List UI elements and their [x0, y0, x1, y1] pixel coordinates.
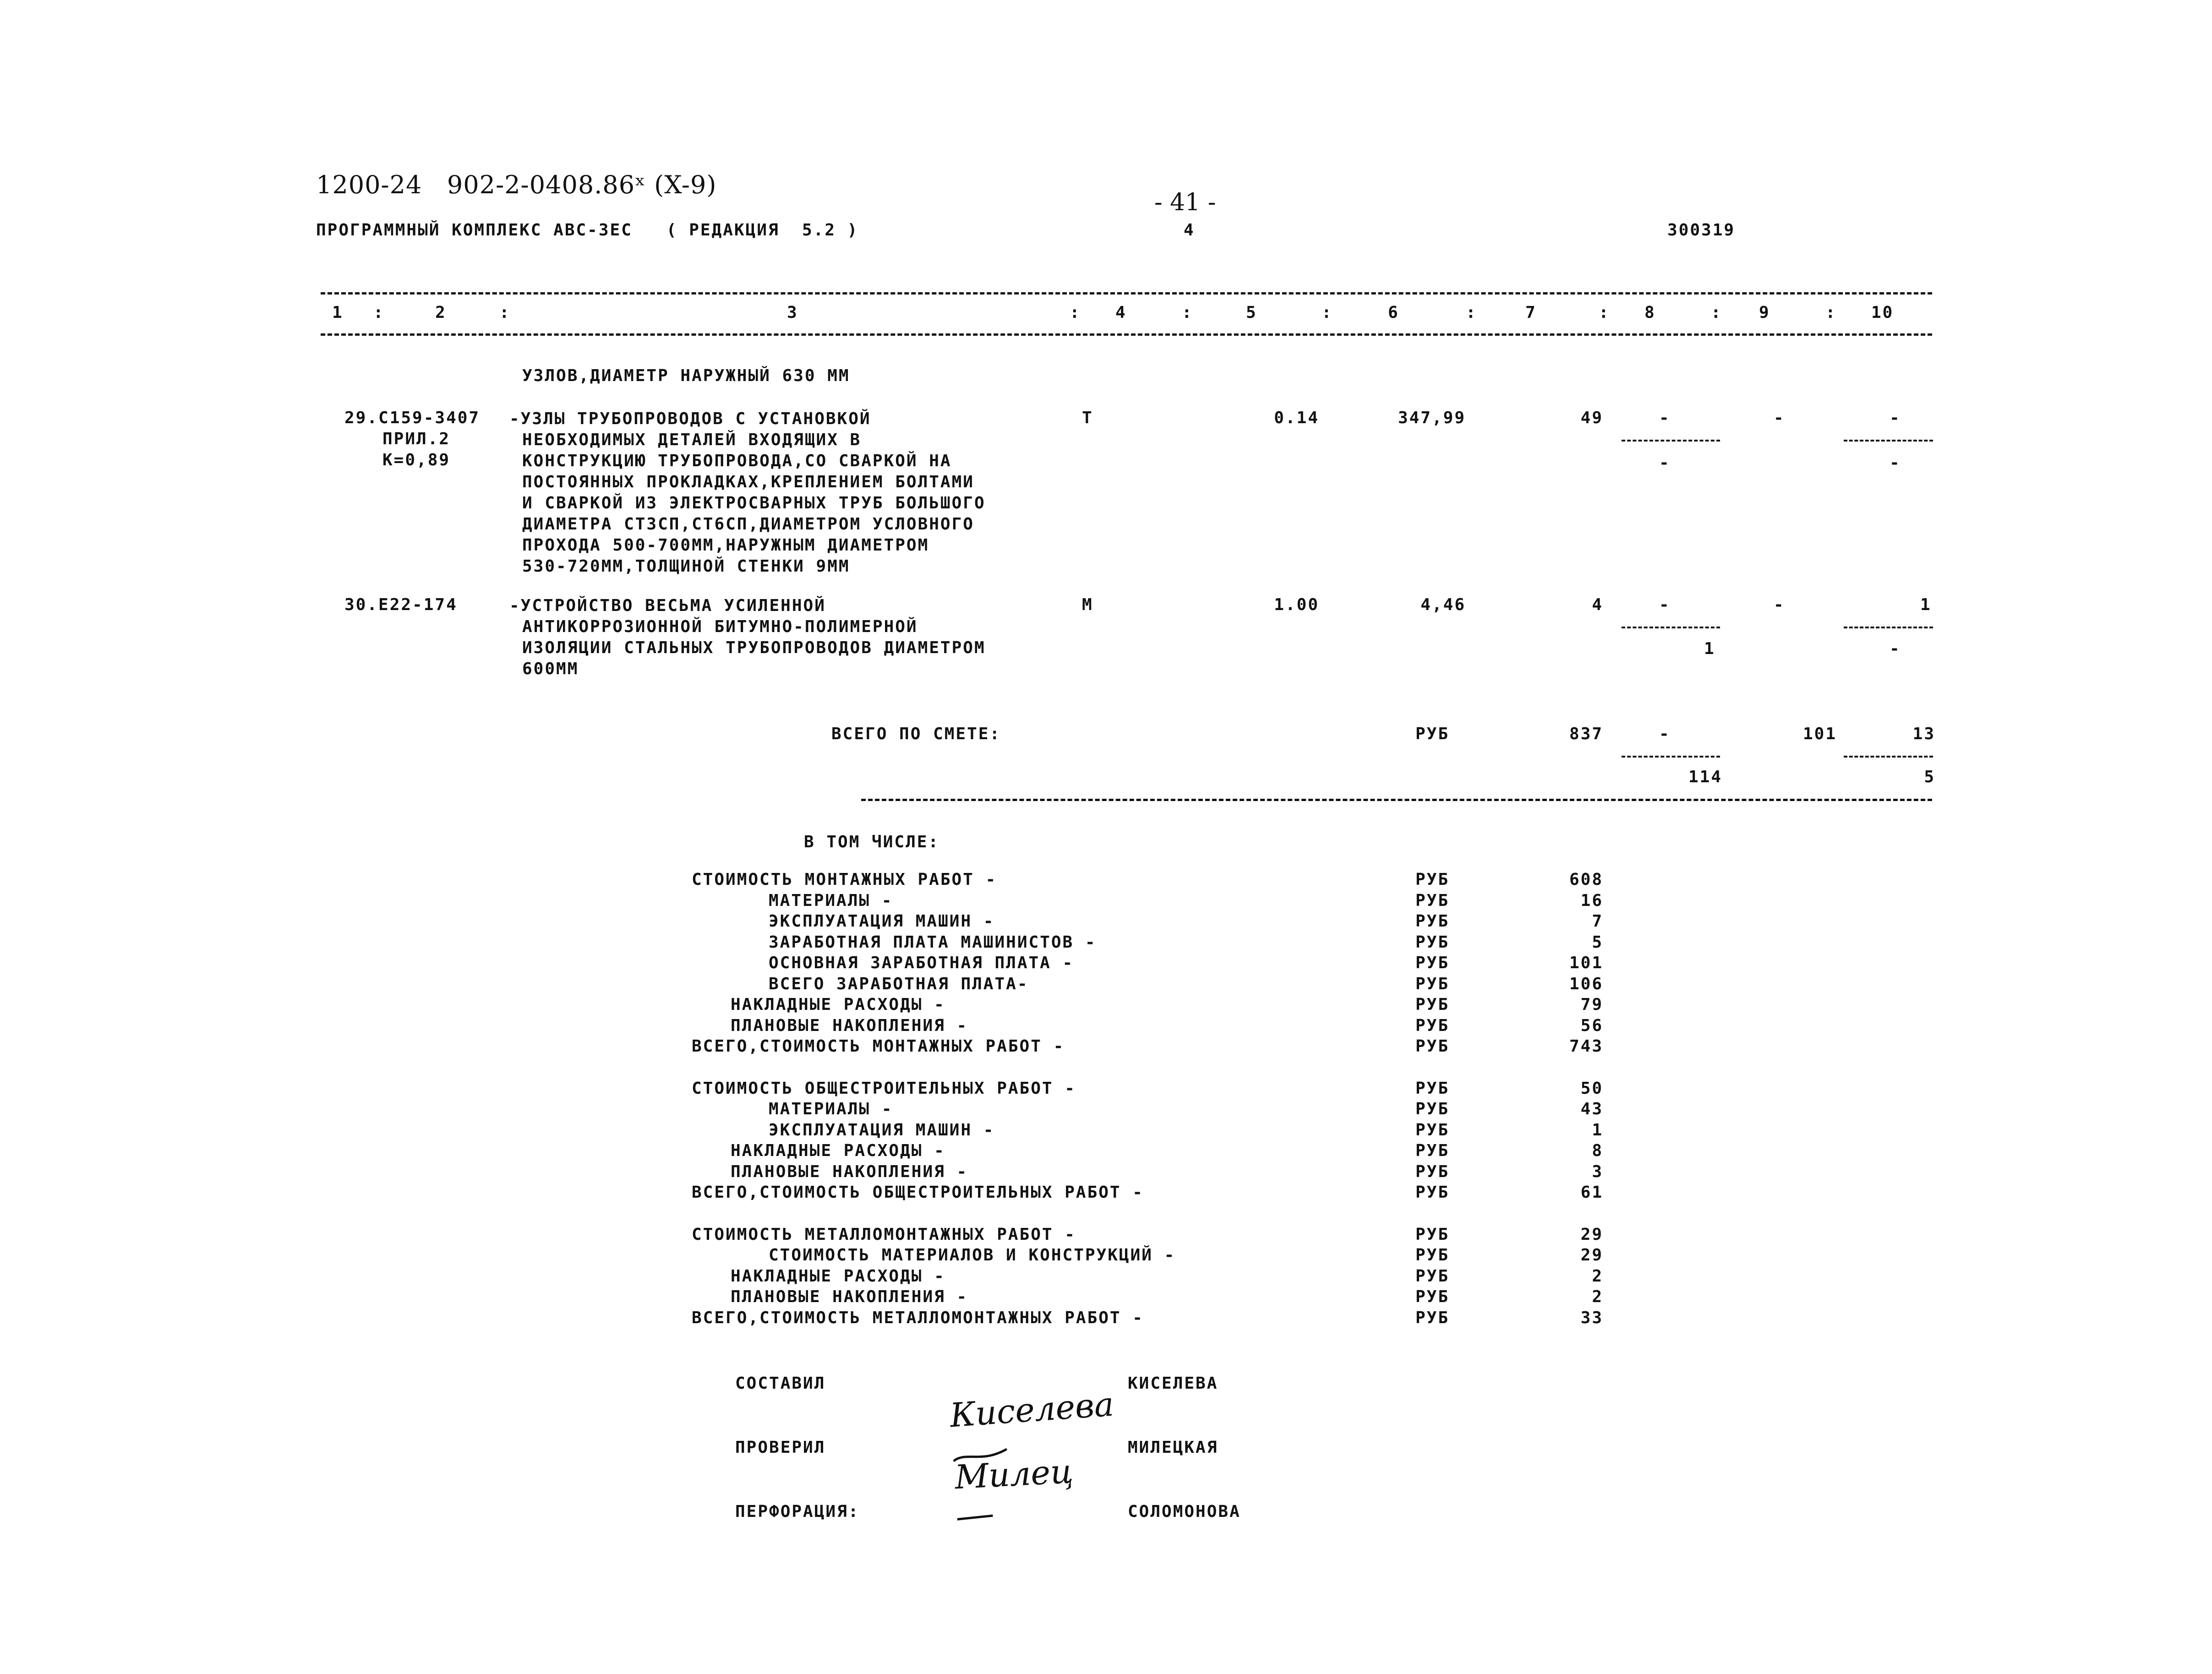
table-top-rule — [321, 292, 1932, 294]
breakdown-value: 1 — [1592, 1120, 1603, 1140]
breakdown-label: ПЛАНОВЫЕ НАКОПЛЕНИЯ - — [731, 1016, 968, 1035]
signature-name: КИСЕЛЕВА — [1128, 1374, 1218, 1393]
row-unit: Т — [1082, 409, 1093, 427]
column-separator: : — [1466, 303, 1477, 322]
row-col8-top: - — [1659, 409, 1671, 427]
row-col10-bottom: - — [1890, 453, 1901, 472]
cell-divider — [1844, 627, 1933, 628]
page-number: - 41 - — [1154, 189, 1216, 216]
section-title: УЗЛОВ,ДИАМЕТР НАРУЖНЫЙ 630 ММ — [522, 366, 850, 385]
breakdown-label: ВСЕГО,СТОИМОСТЬ ОБЩЕСТРОИТЕЛЬНЫХ РАБОТ - — [692, 1183, 1144, 1202]
cell-divider — [1844, 756, 1933, 758]
grand-total-col8-bottom: 114 — [1688, 768, 1722, 786]
breakdown-unit: РУБ — [1415, 974, 1450, 993]
breakdown-label: ВСЕГО,СТОИМОСТЬ МЕТАЛЛОМОНТАЖНЫХ РАБОТ - — [692, 1308, 1144, 1327]
column-separator: : — [1825, 303, 1837, 322]
breakdown-label: МАТЕРИАЛЫ - — [769, 891, 893, 910]
breakdown-label: ЭКСПЛУАТАЦИЯ МАШИН - — [769, 1120, 995, 1140]
breakdown-value: 16 — [1580, 891, 1603, 910]
breakdown-unit: РУБ — [1415, 995, 1450, 1014]
signature-name: СОЛОМОНОВА — [1128, 1502, 1241, 1521]
breakdown-unit: РУБ — [1415, 1120, 1450, 1140]
row-description-line: НЕОБХОДИМЫХ ДЕТАЛЕЙ ВХОДЯЩИХ В — [522, 431, 862, 449]
column-header: 9 — [1759, 303, 1770, 322]
breakdown-unit: РУБ — [1415, 932, 1450, 952]
column-separator: : — [1182, 303, 1193, 322]
breakdown-value: 43 — [1580, 1100, 1603, 1118]
table-bottom-rule — [861, 799, 1932, 801]
archive-stamp: 1200-24 902-2-0408.86ˣ (X-9) — [316, 170, 717, 199]
row-description-line: ПРОХОДА 500-700ММ,НАРУЖНЫМ ДИАМЕТРОМ — [522, 536, 929, 555]
breakdown-value: 79 — [1580, 995, 1603, 1014]
breakdown-unit: РУБ — [1415, 912, 1450, 931]
breakdown-unit: РУБ — [1415, 1183, 1450, 1202]
cell-divider — [1622, 627, 1720, 628]
column-header: 3 — [787, 303, 798, 322]
header-bottom-rule — [321, 333, 1932, 336]
breakdown-unit: РУБ — [1415, 870, 1450, 889]
signature-lettering: Киселева — [949, 1385, 1115, 1435]
breakdown-label: ВСЕГО ЗАРАБОТНАЯ ПЛАТА- — [769, 974, 1029, 993]
breakdown-label: ПЛАНОВЫЕ НАКОПЛЕНИЯ - — [731, 1162, 968, 1181]
breakdown-value: 61 — [1580, 1183, 1603, 1202]
breakdown-value: 56 — [1580, 1016, 1603, 1035]
handwritten-signature — [910, 1413, 1078, 1576]
row-code-note: ПРИЛ.2 — [382, 430, 451, 448]
document-code: 300319 — [1667, 221, 1736, 240]
breakdown-value: 29 — [1580, 1246, 1603, 1265]
signature-role: СОСТАВИЛ — [735, 1374, 826, 1393]
column-separator: : — [499, 303, 511, 322]
column-separator: : — [1322, 303, 1333, 322]
row-unit-price: 347,99 — [1398, 409, 1466, 427]
grand-total-col8-top: - — [1659, 725, 1671, 743]
row-description-line: АНТИКОРРОЗИОННОЙ БИТУМНО-ПОЛИМЕРНОЙ — [522, 617, 918, 636]
breakdown-unit: РУБ — [1415, 891, 1450, 910]
column-header: 10 — [1871, 303, 1894, 322]
breakdown-value: 29 — [1580, 1225, 1603, 1244]
column-header: 5 — [1246, 303, 1257, 322]
breakdown-unit: РУБ — [1415, 1141, 1450, 1160]
breakdown-value: 33 — [1580, 1308, 1603, 1327]
signature-flourish — [956, 1507, 994, 1527]
breakdown-unit: РУБ — [1415, 1037, 1450, 1056]
breakdown-label: ВСЕГО,СТОИМОСТЬ МОНТАЖНЫХ РАБОТ - — [692, 1037, 1065, 1056]
breakdown-unit: РУБ — [1415, 1100, 1450, 1118]
row-description-line: И СВАРКОЙ ИЗ ЭЛЕКТРОСВАРНЫХ ТРУБ БОЛЬШОГО — [522, 494, 986, 513]
breakdown-unit: РУБ — [1415, 1162, 1450, 1181]
breakdown-value: 5 — [1592, 932, 1603, 952]
breakdown-value: 3 — [1592, 1162, 1603, 1181]
row-description-line: -УЗЛЫ ТРУБОПРОВОДОВ С УСТАНОВКОЙ — [509, 409, 871, 428]
signature-role: ПЕРФОРАЦИЯ: — [735, 1502, 860, 1521]
breakdown-label: ЗАРАБОТНАЯ ПЛАТА МАШИНИСТОВ - — [769, 932, 1097, 952]
breakdown-label: СТОИМОСТЬ МЕТАЛЛОМОНТАЖНЫХ РАБОТ - — [692, 1225, 1076, 1244]
breakdown-value: 50 — [1580, 1079, 1603, 1098]
column-header: 8 — [1644, 303, 1656, 322]
column-separator: : — [373, 303, 385, 322]
cell-divider — [1622, 440, 1720, 442]
row-description-line: 530-720ММ,ТОЛЩИНОЙ СТЕНКИ 9ММ — [522, 557, 850, 576]
breakdown-value: 101 — [1569, 954, 1603, 972]
row-unit-price: 4,46 — [1420, 595, 1466, 614]
column-header: 2 — [435, 303, 447, 322]
sheet-number: 4 — [1184, 221, 1195, 240]
breakdown-unit: РУБ — [1415, 1079, 1450, 1098]
breakdown-label: НАКЛАДНЫЕ РАСХОДЫ - — [731, 1266, 945, 1286]
row-code-note: К=0,89 — [382, 451, 451, 469]
column-separator: : — [1070, 303, 1081, 322]
cell-divider — [1844, 440, 1933, 442]
column-header: 7 — [1525, 303, 1537, 322]
breakdown-label: СТОИМОСТЬ МОНТАЖНЫХ РАБОТ - — [692, 870, 997, 889]
grand-total-value: 837 — [1569, 725, 1603, 743]
breakdown-unit: РУБ — [1415, 1016, 1450, 1035]
grand-total-col10-top: 13 — [1912, 725, 1935, 743]
row-col8-bottom: - — [1659, 453, 1671, 472]
breakdown-label: НАКЛАДНЫЕ РАСХОДЫ - — [731, 1141, 945, 1160]
row-description-line: -УСТРОЙСТВО ВЕСЬМА УСИЛЕННОЙ — [509, 596, 826, 615]
grand-total-label: ВСЕГО ПО СМЕТЕ: — [831, 725, 1001, 743]
row-description-line: ДИАМЕТРА СТ3СП,СТ6СП,ДИАМЕТРОМ УСЛОВНОГО — [522, 515, 974, 534]
grand-total-unit: РУБ — [1415, 725, 1450, 743]
row-description-line: КОНСТРУКЦИЮ ТРУБОПРОВОДА,СО СВАРКОЙ НА — [522, 452, 952, 470]
column-separator: : — [1599, 303, 1610, 322]
column-header: 6 — [1388, 303, 1399, 322]
breakdown-label: МАТЕРИАЛЫ - — [769, 1100, 893, 1118]
row-col8-top: - — [1659, 595, 1671, 614]
breakdown-value: 106 — [1569, 974, 1603, 993]
signature-name: МИЛЕЦКАЯ — [1128, 1438, 1218, 1457]
breakdown-value: 8 — [1592, 1141, 1603, 1160]
breakdown-value: 608 — [1569, 870, 1603, 889]
grand-total-col10-bottom: 5 — [1924, 768, 1935, 786]
breakdown-label: ПЛАНОВЫЕ НАКОПЛЕНИЯ - — [731, 1287, 968, 1306]
column-header: 1 — [332, 303, 344, 322]
grand-total-col9: 101 — [1802, 725, 1837, 743]
cell-divider — [1622, 756, 1720, 758]
breakdown-unit: РУБ — [1415, 1246, 1450, 1265]
breakdown-value: 743 — [1569, 1037, 1603, 1056]
breakdown-value: 2 — [1592, 1287, 1603, 1306]
row-col9: - — [1774, 595, 1785, 614]
breakdown-unit: РУБ — [1415, 1266, 1450, 1286]
row-quantity: 0.14 — [1274, 409, 1319, 427]
row-description-line: ИЗОЛЯЦИИ СТАЛЬНЫХ ТРУБОПРОВОДОВ ДИАМЕТРОМ — [522, 638, 986, 657]
row-col9: - — [1774, 409, 1785, 427]
signature-lettering: Милец — [954, 1451, 1075, 1497]
row-col10-top: - — [1890, 409, 1901, 427]
program-line: ПРОГРАММНЫЙ КОМПЛЕКС АВС-3ЕС ( РЕДАКЦИЯ 5.2 ) — [316, 221, 859, 240]
row-unit: М — [1082, 595, 1093, 614]
row-total: 49 — [1580, 409, 1603, 427]
breakdown-unit: РУБ — [1415, 1225, 1450, 1244]
signature-role: ПРОВЕРИЛ — [735, 1438, 826, 1457]
breakdown-unit: РУБ — [1415, 1308, 1450, 1327]
breakdown-value: 2 — [1592, 1266, 1603, 1286]
column-header: 4 — [1115, 303, 1127, 322]
breakdown-value: 7 — [1592, 912, 1603, 931]
row-col10-top: 1 — [1920, 595, 1932, 614]
breakdown-label: ЭКСПЛУАТАЦИЯ МАШИН - — [769, 912, 995, 931]
column-separator: : — [1711, 303, 1722, 322]
row-code: 29.С159-3407 — [344, 409, 481, 427]
row-col10-bottom: - — [1890, 639, 1901, 658]
row-quantity: 1.00 — [1274, 595, 1319, 614]
breakdown-unit: РУБ — [1415, 1287, 1450, 1306]
row-code: 30.Е22-174 — [344, 595, 458, 614]
row-description-line: ПОСТОЯННЫХ ПРОКЛАДКАХ,КРЕПЛЕНИЕМ БОЛТАМИ — [522, 473, 974, 491]
breakdown-label: ОСНОВНАЯ ЗАРАБОТНАЯ ПЛАТА - — [769, 954, 1074, 972]
row-description-line: 600ММ — [522, 660, 579, 678]
row-total: 4 — [1592, 595, 1603, 614]
breakdown-heading: В ТОМ ЧИСЛЕ: — [804, 833, 940, 851]
breakdown-label: СТОИМОСТЬ ОБЩЕСТРОИТЕЛЬНЫХ РАБОТ - — [692, 1079, 1076, 1098]
row-col8-bottom: 1 — [1704, 639, 1715, 658]
breakdown-label: СТОИМОСТЬ МАТЕРИАЛОВ И КОНСТРУКЦИЙ - — [769, 1246, 1176, 1265]
breakdown-unit: РУБ — [1415, 954, 1450, 972]
breakdown-label: НАКЛАДНЫЕ РАСХОДЫ - — [731, 995, 945, 1014]
